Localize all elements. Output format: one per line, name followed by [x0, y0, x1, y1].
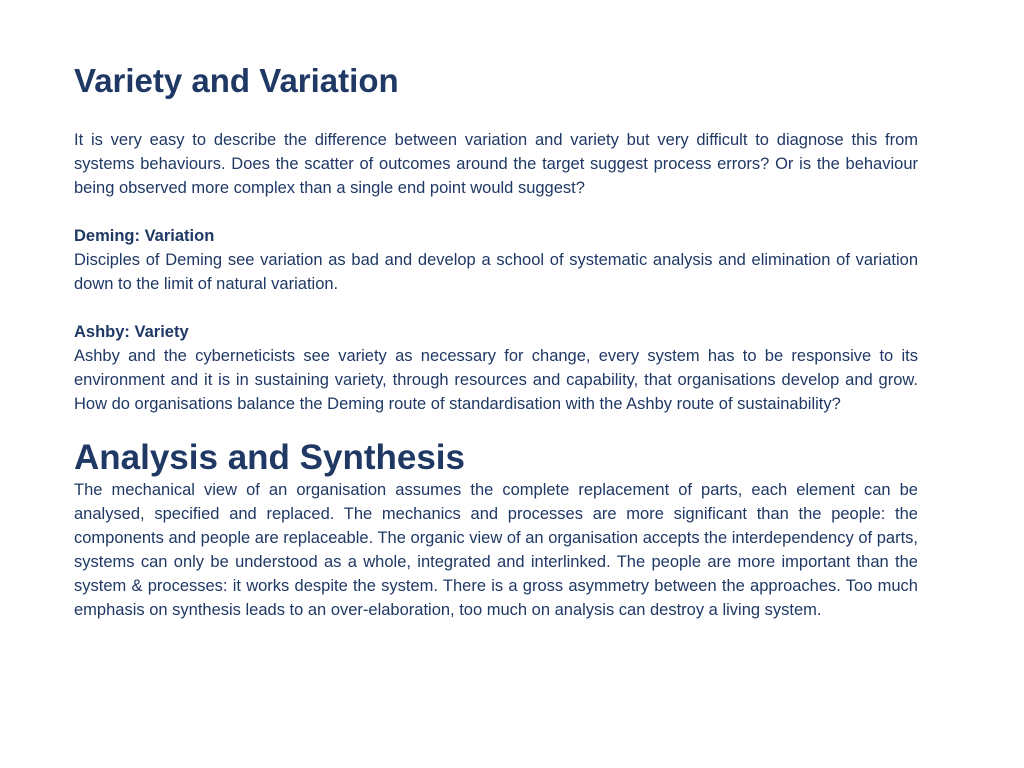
section-title-analysis-synthesis: Analysis and Synthesis	[74, 437, 465, 477]
analysis-synthesis-paragraph: The mechanical view of an organisation assumes the complete replacement of parts, each element can be analysed, specified and replaced. The mechanics and processes are more significant than the people: the components and people are replaceable. The organic view of an organisation accepts the interdependency of parts, systems can only be understood as a whole, integrated and interlinked. The people are more important than the system & processes: it works despite the system. There is a gross asymmetry between the approaches. Too much emphasis on synthesis leads to an over-elaboration, too much on analysis can destroy a living system.	[74, 481, 918, 620]
intro-paragraph: It is very easy to describe the difference between variation and variety but very difficult to diagnose this from systems behaviours. Does the scatter of outcomes around the target suggest process errors? Or is the behaviour being observed more complex than a single end point would suggest?	[74, 130, 918, 197]
spacer	[74, 296, 918, 320]
spacer	[74, 200, 918, 224]
ashby-paragraph: Ashby and the cyberneticists see variety as necessary for change, every system has to be responsive to its environment and it is in sustaining variety, through resources and capability, that organisations develop and grow. How do organisations balance the Deming route of standardisation with the Ashby route of sustainability?	[74, 346, 918, 413]
deming-heading: Deming: Variation	[74, 226, 215, 245]
deming-paragraph: Disciples of Deming see variation as bad and develop a school of systematic analysis and elimination of variation down to the limit of natural variation.	[74, 250, 918, 293]
slide-content	[74, 62, 918, 622]
section-title-variety-variation: Variety and Variation	[74, 62, 399, 99]
ashby-heading: Ashby: Variety	[74, 322, 189, 341]
